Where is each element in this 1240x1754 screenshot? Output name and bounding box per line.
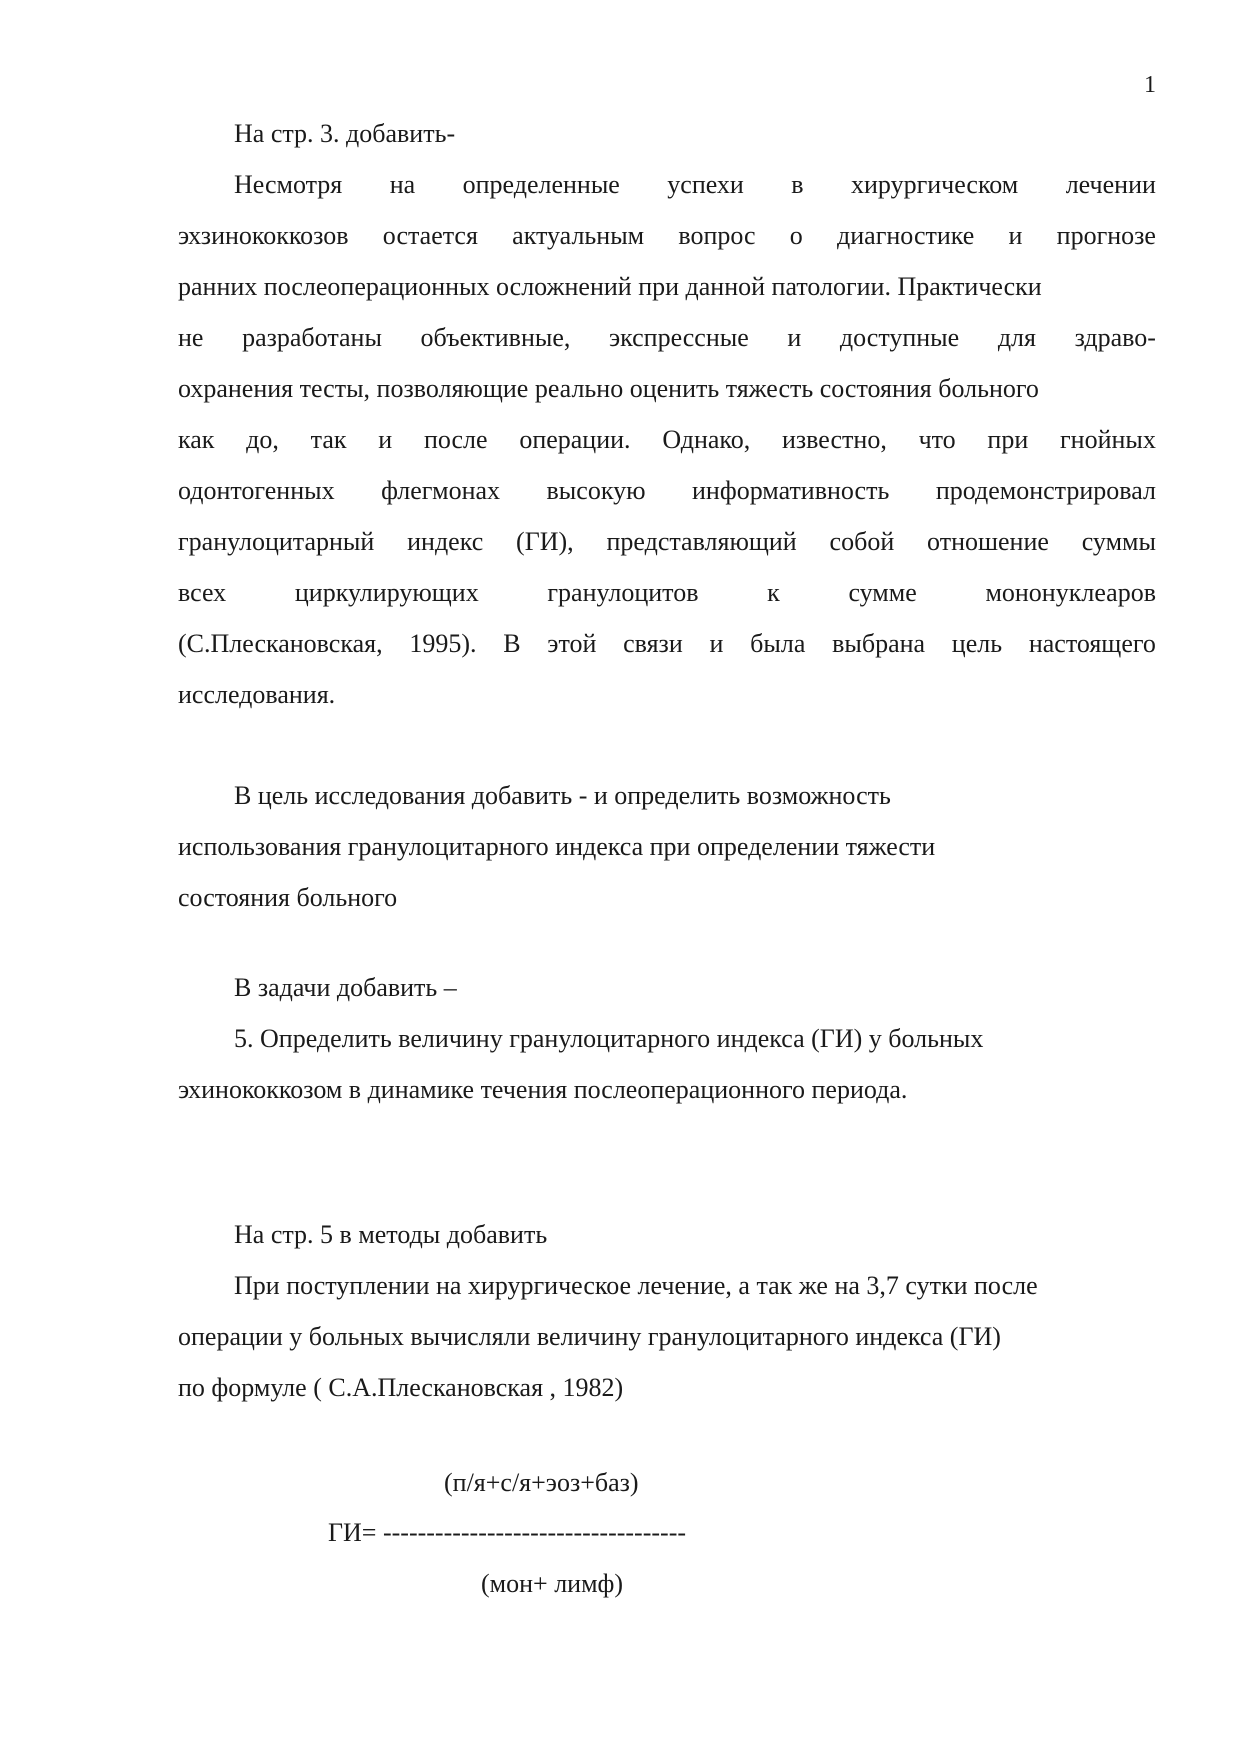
word: актуальным	[512, 221, 645, 250]
word: одонтогенных	[178, 476, 335, 505]
word: Несмотря	[234, 170, 343, 199]
formula-numerator: (п/я+с/я+эоз+баз)	[444, 1468, 639, 1497]
formula-denominator: (мон+ лимф)	[481, 1569, 624, 1598]
paragraph-line	[178, 414, 1156, 465]
word: гранулоцитарный	[178, 527, 375, 556]
word: настоящего	[1028, 629, 1156, 658]
word: операции.	[519, 425, 631, 454]
word: к	[767, 578, 780, 607]
word: В	[503, 629, 521, 658]
word: гнойных	[1060, 425, 1156, 454]
word: сумме	[848, 578, 917, 607]
section-heading: В задачи добавить –	[234, 973, 457, 1002]
word: не	[178, 323, 204, 352]
word: известно,	[782, 425, 887, 454]
word: эхзинококкозов	[178, 221, 349, 250]
word: и	[378, 425, 393, 454]
word: индекс	[407, 527, 484, 556]
word: для	[997, 323, 1036, 352]
section-heading: На стр. 3. добавить-	[234, 119, 456, 148]
word: после	[423, 425, 488, 454]
word: на	[389, 170, 416, 199]
paragraph-line	[178, 465, 1156, 516]
word: (С.Плескановская,	[178, 629, 383, 658]
word: так	[310, 425, 347, 454]
page-number: 1	[1144, 72, 1156, 98]
word: была	[750, 629, 806, 658]
word: информативность	[692, 476, 890, 505]
word: лечении	[1065, 170, 1156, 199]
word: (ГИ),	[516, 527, 574, 556]
formula-lhs-and-fraction-bar: ГИ= -----------------------------------	[328, 1518, 687, 1547]
word: доступные	[839, 323, 960, 352]
word: вопрос	[678, 221, 756, 250]
paragraph-line	[178, 312, 1156, 363]
paragraph-line: 5. Определить величину гранулоцитарного индекса (ГИ) у больных	[234, 1024, 984, 1053]
paragraph-line: по формуле ( С.А.Плескановская , 1982)	[178, 1373, 624, 1402]
section-goal	[178, 770, 1156, 923]
paragraph-line: операции у больных вычисляли величину гранулоцитарного индекса (ГИ)	[178, 1322, 1001, 1351]
word: и	[709, 629, 724, 658]
word: в	[791, 170, 804, 199]
paragraph-line	[178, 567, 1156, 618]
paragraph-line: исследования.	[178, 680, 336, 709]
word: Однако,	[662, 425, 751, 454]
section-heading: На стр. 5 в методы добавить	[234, 1220, 548, 1249]
word: 1995).	[409, 629, 477, 658]
word: связи	[623, 629, 683, 658]
paragraph-line	[178, 210, 1156, 261]
word: объективные,	[420, 323, 571, 352]
word: суммы	[1081, 527, 1156, 556]
word: диагностике	[837, 221, 975, 250]
section-intro	[178, 108, 1156, 720]
word: продемонстрировал	[935, 476, 1156, 505]
paragraph-line	[178, 516, 1156, 567]
paragraph-line: использования гранулоцитарного индекса при определении тяжести	[178, 832, 936, 861]
word: как	[178, 425, 215, 454]
paragraph-line	[178, 159, 1156, 210]
paragraph-line	[178, 618, 1156, 669]
word: разработаны	[242, 323, 382, 352]
word: здраво-	[1074, 323, 1156, 352]
word: флегмонах	[381, 476, 501, 505]
paragraph-line: При поступлении на хирургическое лечение, а так же на 3,7 сутки после	[234, 1271, 1038, 1300]
word: цель	[951, 629, 1003, 658]
word: представляющий	[606, 527, 797, 556]
word: при	[987, 425, 1029, 454]
word: экспрессные	[608, 323, 749, 352]
word: всех	[178, 578, 227, 607]
section-methods	[178, 1209, 1156, 1413]
paragraph-line: эхинококкозом в динамике течения послеоперационного периода.	[178, 1075, 908, 1104]
paragraph-line: В цель исследования добавить - и определить возможность	[234, 781, 891, 810]
word: высокую	[546, 476, 646, 505]
paragraph-line: состояния больного	[178, 883, 398, 912]
word: и	[1008, 221, 1023, 250]
word: что	[918, 425, 956, 454]
section-tasks	[178, 962, 1156, 1115]
word: определенные	[462, 170, 620, 199]
word: до,	[246, 425, 279, 454]
word: хирургическом	[851, 170, 1019, 199]
word: прогнозе	[1056, 221, 1156, 250]
word: отношение	[927, 527, 1049, 556]
word: успехи	[667, 170, 744, 199]
word: и	[787, 323, 802, 352]
word: собой	[829, 527, 895, 556]
word: мононуклеаров	[985, 578, 1156, 607]
word: остается	[382, 221, 478, 250]
word: циркулирующих	[294, 578, 479, 607]
paragraph-line: охранения тесты, позволяющие реально оценить тяжесть состояния больного	[178, 374, 1039, 403]
word: гранулоцитов	[547, 578, 699, 607]
word: о	[789, 221, 803, 250]
word: этой	[547, 629, 597, 658]
word: выбрана	[832, 629, 926, 658]
paragraph-line: ранних послеоперационных осложнений при данной патологии. Практически	[178, 272, 1042, 301]
